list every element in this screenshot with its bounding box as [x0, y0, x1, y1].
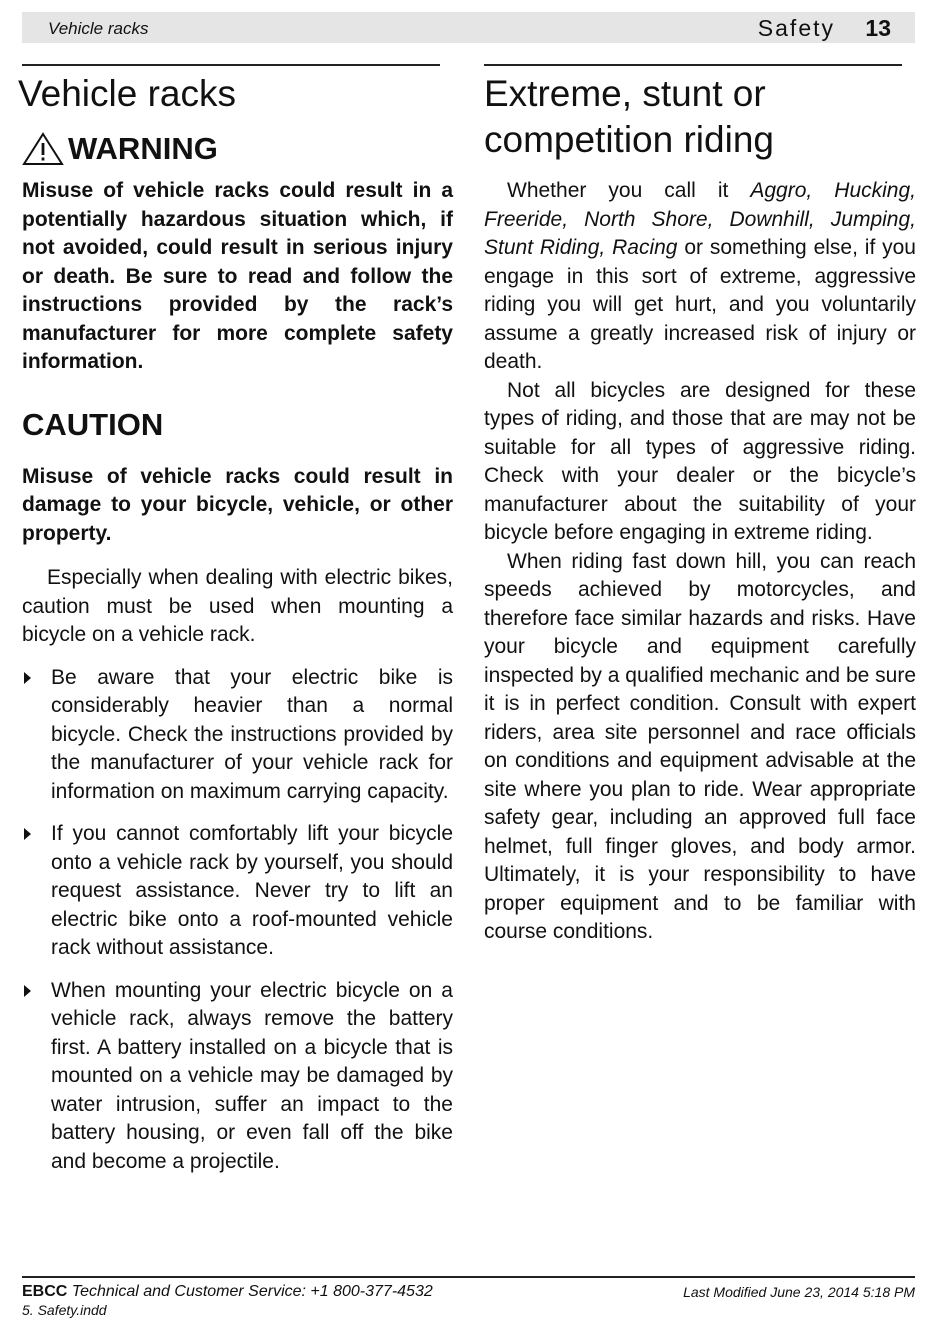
footer-service-line [22, 1283, 433, 1301]
right-title: Extreme, stunt or competition riding [484, 73, 774, 160]
footer-modified: Last Modified June 23, 2014 5:18 PM [683, 1284, 915, 1300]
triangle-bullet-icon [24, 985, 31, 997]
triangle-bullet-icon [24, 828, 31, 840]
caution-heading: CAUTION [22, 406, 164, 442]
warning-heading [22, 131, 453, 167]
warning-label: WARNING [68, 131, 218, 166]
footer-file: 5. Safety.indd [22, 1302, 107, 1318]
triangle-bullet-icon [24, 672, 31, 684]
extreme-paragraph-2: Not all bicycles are designed for these types of riding, and those that are may not be suitable for all types of aggressive riding. Check with your dealer or the bicycle’s manufacturer about the suitability of your bicycle before engaging in extreme riding. [484, 378, 916, 544]
p1-italic: Aggro, Hucking, Freeride, North Shore, Downhill, Jumping, Stunt Riding, Racing [484, 179, 916, 259]
bullet-text: If you cannot comfortably lift your bicycle onto a vehicle rack by yourself, you should request assistance. Never try to lift an electric bike onto a roof-mounted vehicle rack without assistance. [51, 822, 453, 959]
page-header [22, 12, 915, 43]
bullet-text: Be aware that your electric bike is considerably heavier than a normal bicycle. Check the instructions provided by the manufacturer of your vehicle rack for information on maximum carrying capacity. [51, 665, 453, 803]
bullet-text: When mounting your electric bicycle on a vehicle rack, always remove the battery first. A battery installed on a bicycle that is mounted on a vehicle may be damaged by water intrusion, suffer an impact to the battery housing, or even fall off the bike and become a projectile. [51, 978, 453, 1173]
extreme-paragraph-3: When riding fast down hill, you can reach speeds achieved by motorcycles, and therefore face similar hazards and risks. Have your bicycle and equipment carefully inspected by a qualified mechanic and be sure it is in perfect condition. Consult with expert riders, area site personnel and race officials on conditions and equipment advisable at the site where you plan to ride. Wear appropriate safety gear, including an approved full face helmet, full finger gloves, and body armor. Ultimately, it is your responsibility to have proper equipment and to be familiar with course conditions. [484, 549, 916, 943]
header-chapter: Safety [757, 15, 836, 41]
list-item [22, 820, 453, 963]
warning-triangle-icon [22, 132, 64, 166]
list-item [22, 664, 453, 807]
p1-start: Whether you call it [507, 179, 751, 202]
left-title: Vehicle racks [18, 73, 236, 114]
footer-brand: EBCC [22, 1283, 68, 1300]
footer-service: Technical and Customer Service: +1 800-377-4532 [67, 1283, 433, 1300]
extreme-paragraph-1 [484, 177, 916, 377]
warning-text: Misuse of vehicle racks could result in a potentially hazardous situation which, if not avoided, could result in serious injury or death. Be sure to read and follow the instructions provided by the rack’s manufacturer for more complete safety information. [22, 179, 453, 373]
bullet-list [22, 664, 453, 1177]
left-column [18, 64, 453, 1190]
left-column-rule [22, 64, 440, 66]
intro-paragraph: Especially when dealing with electric bikes, caution must be used when mounting a bicycle on a vehicle rack. [22, 566, 453, 646]
footer-rule [22, 1276, 915, 1278]
footer-left [22, 1283, 433, 1319]
right-column-rule [484, 64, 902, 66]
page-number: 13 [865, 15, 891, 41]
header-section: Vehicle racks [48, 19, 149, 38]
caution-text: Misuse of vehicle racks could result in damage to your bicycle, vehicle, or other property. [22, 464, 453, 545]
p1-end: or something else, if you engage in this sort of extreme, aggressive riding you will get hurt, and you voluntarily assume a greatly increased risk of injury or death. [484, 236, 916, 373]
right-column [484, 64, 916, 947]
list-item [22, 977, 453, 1177]
header-chapter-block [758, 15, 891, 42]
